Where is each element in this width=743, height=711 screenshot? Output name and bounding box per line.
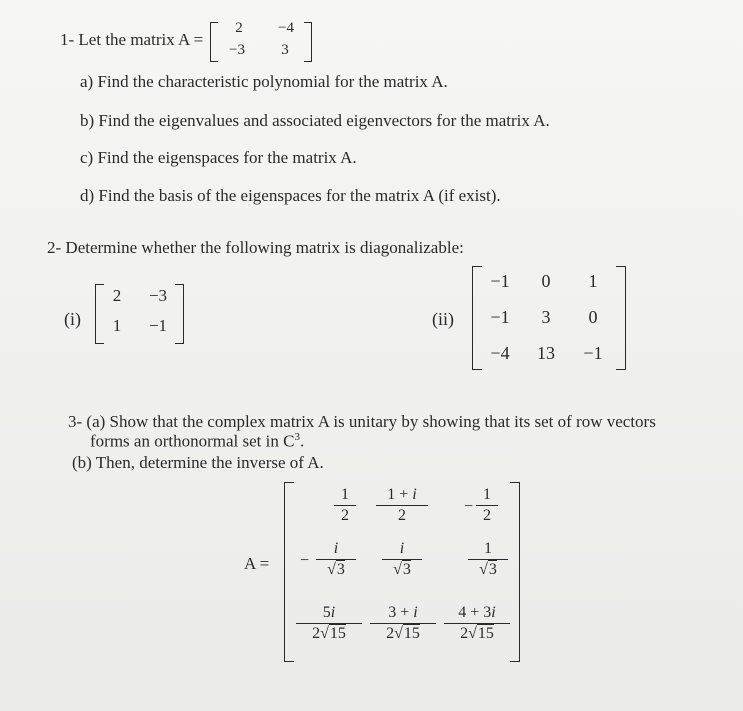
q1-part-c: c) Find the eigenspaces for the matrix A. [80, 148, 357, 167]
numerator-text: 4 + 3 [458, 604, 492, 621]
left-bracket [210, 22, 218, 62]
numerator [444, 604, 510, 623]
imaginary-unit: i [412, 486, 417, 503]
matrix-cell: 3 [541, 307, 551, 327]
q1-part-d: d) Find the basis of the eigenspaces for the matrix A (if exist). [80, 186, 501, 205]
denominator-coefficient: 2 [460, 625, 469, 642]
minus-sign: − [464, 498, 474, 515]
numerator-text: 5 [322, 604, 331, 621]
radicand: 15 [477, 625, 494, 642]
radicand: 3 [488, 561, 497, 578]
numerator: 1 [484, 540, 492, 557]
q3-line-2 [90, 431, 304, 452]
matrix-cell: −1 [148, 316, 168, 335]
imaginary-unit: i [413, 604, 418, 621]
matrix-entry [334, 486, 356, 525]
numerator: 1 [341, 486, 349, 503]
matrix-cell: 1 [112, 316, 122, 335]
denominator: √3 [393, 561, 411, 578]
q2-matrix-i [95, 282, 187, 346]
matrix-entry [468, 540, 508, 579]
q1-matrix [208, 18, 316, 62]
numerator-text: 3 + [388, 604, 414, 621]
denominator: 2 [483, 507, 491, 524]
matrix-cell: −4 [490, 343, 510, 363]
q3-line-2-text: forms an orthonormal set in C [90, 431, 295, 451]
matrix-cell: 0 [541, 271, 551, 291]
matrix-cell: −4 [278, 20, 294, 36]
denominator-coefficient: 2 [386, 625, 395, 642]
radicand: 15 [329, 625, 346, 642]
q3-line-3: (b) Then, determine the inverse of A. [72, 453, 324, 472]
radicand: 3 [402, 561, 411, 578]
numerator [370, 604, 436, 623]
denominator: √3 [327, 561, 345, 578]
q3-matrix [284, 480, 524, 666]
matrix-cell: 1 [588, 271, 598, 291]
matrix-cell: 13 [537, 343, 555, 363]
matrix-cell: −1 [490, 271, 510, 291]
q1-intro: 1- Let the matrix A = [60, 30, 204, 49]
numerator-text: 1 + [387, 486, 413, 503]
right-bracket [304, 22, 312, 62]
matrix-cell: −3 [148, 286, 168, 305]
denominator: 2√15 [386, 625, 420, 642]
denominator: 2√15 [312, 625, 346, 642]
left-bracket [284, 482, 294, 662]
matrix-entry [476, 486, 498, 525]
radicand: 3 [336, 561, 345, 578]
matrix-entry [376, 486, 428, 525]
period: . [299, 431, 305, 451]
matrix-cell: −3 [229, 42, 245, 58]
denominator: √3 [479, 561, 497, 578]
question-1 [60, 30, 203, 50]
numerator: 1 [483, 486, 491, 503]
denominator-coefficient: 2 [312, 625, 321, 642]
superscript: 3 [294, 431, 300, 443]
imaginary-unit: i [330, 604, 336, 621]
left-bracket [95, 284, 104, 344]
imaginary-unit: i [399, 540, 405, 557]
q2-title: 2- Determine whether the following matrix is diagonalizable: [47, 238, 464, 257]
matrix-cell: 0 [588, 307, 598, 327]
numerator [296, 604, 362, 623]
q2-label-ii: (ii) [432, 309, 454, 329]
matrix-cell: 2 [235, 20, 243, 36]
right-bracket [510, 482, 520, 662]
numerator [382, 540, 422, 559]
matrix-cell: −1 [490, 307, 510, 327]
q2-label-i: (i) [64, 309, 81, 329]
matrix-entry [444, 604, 510, 643]
matrix-cell: −1 [583, 343, 603, 363]
radicand: 15 [403, 625, 420, 642]
numerator [376, 486, 428, 505]
q1-part-a: a) Find the characteristic polynomial for the matrix A. [80, 72, 448, 91]
matrix-cell: 2 [112, 286, 122, 305]
imaginary-unit: i [333, 540, 339, 557]
matrix-entry [382, 540, 422, 579]
matrix-entry [370, 604, 436, 643]
right-bracket [175, 284, 184, 344]
right-bracket [616, 266, 626, 370]
q2-matrix-ii [472, 266, 628, 372]
minus-sign: − [300, 552, 310, 569]
imaginary-unit: i [491, 604, 496, 621]
q3-matrix-label: A = [244, 554, 270, 573]
q3-line-1: 3- (a) Show that the complex matrix A is unitary by showing that its set of row vectors [68, 412, 656, 431]
denominator: 2 [341, 507, 349, 524]
denominator: 2√15 [460, 625, 494, 642]
matrix-entry [296, 604, 362, 643]
denominator: 2 [398, 507, 406, 524]
numerator [316, 540, 356, 559]
matrix-entry [316, 540, 356, 579]
matrix-cell: 3 [281, 42, 289, 58]
q1-part-b: b) Find the eigenvalues and associated eigenvectors for the matrix A. [80, 111, 550, 130]
